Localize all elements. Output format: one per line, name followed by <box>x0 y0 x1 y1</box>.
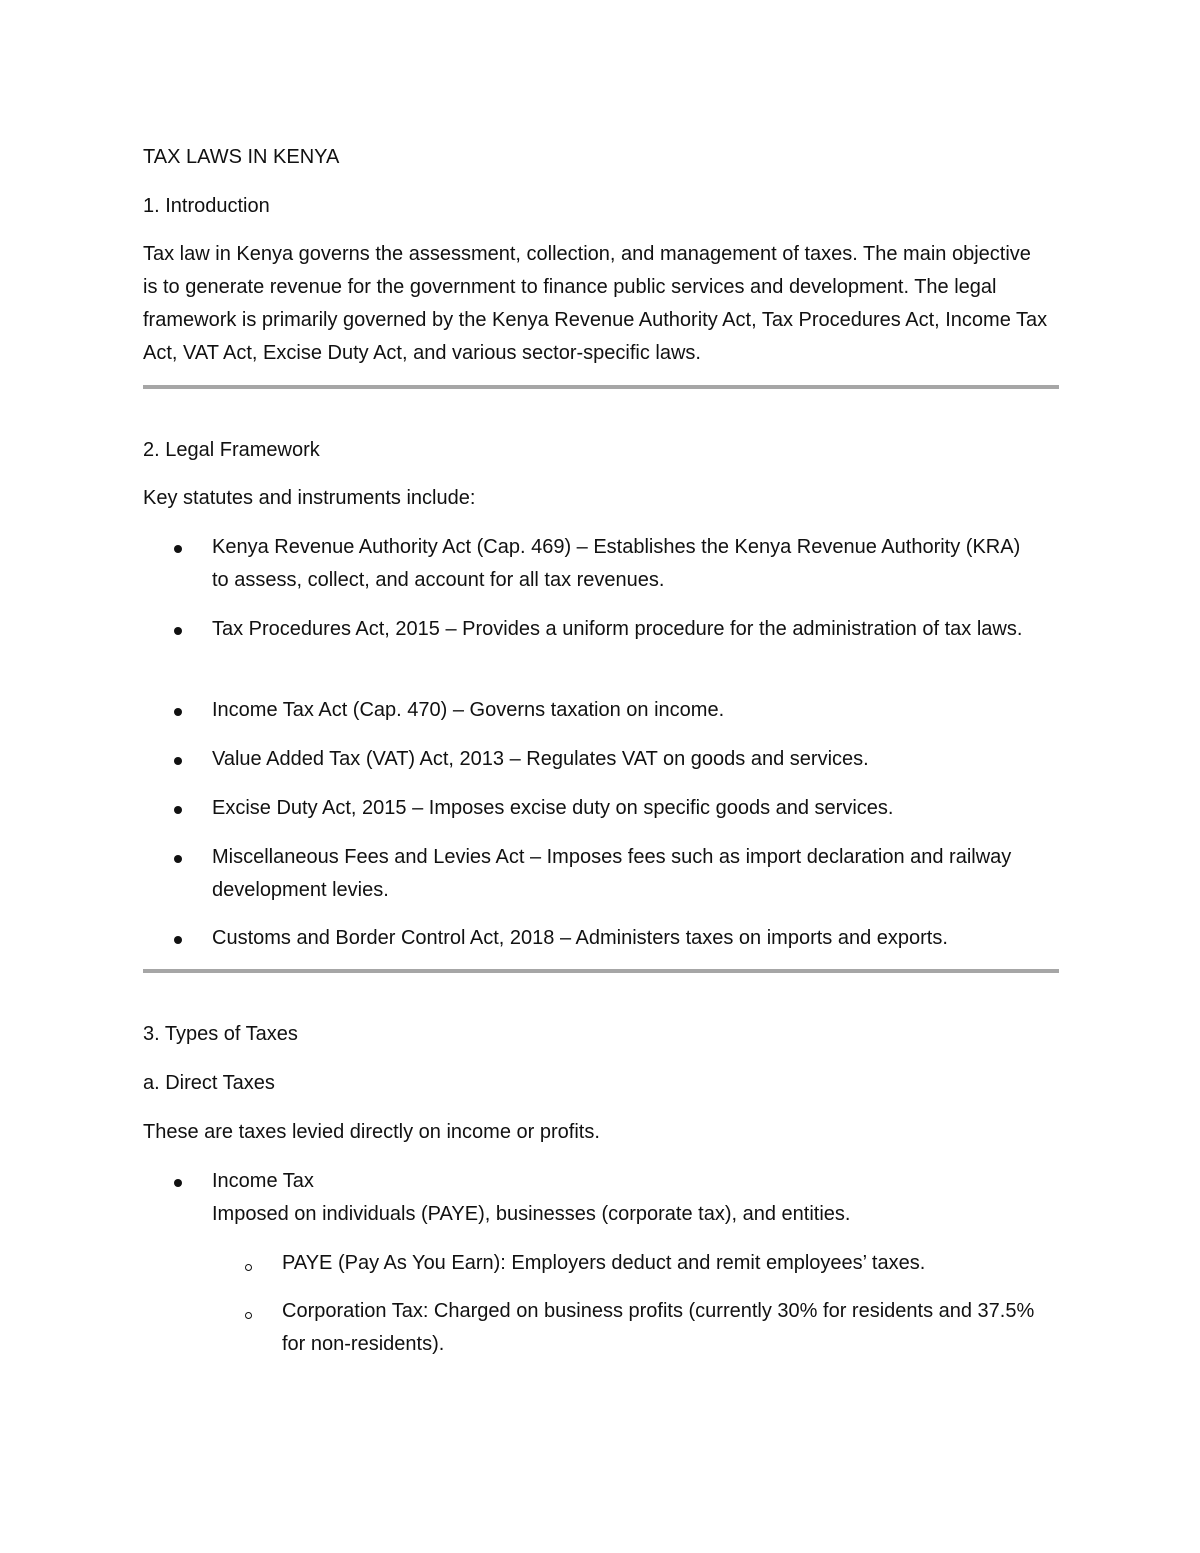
section-divider <box>143 969 1059 973</box>
income-tax-description: Imposed on individuals (PAYE), businesses (corporate tax), and entities. <box>212 1203 851 1225</box>
list-item <box>143 841 1063 907</box>
sub-list-item-text: Corporation Tax: Charged on business profits (currently 30% for residents and 37.5% for non-residents). <box>282 1300 1035 1355</box>
list-item <box>143 792 1063 825</box>
subsection-heading-direct-taxes: a. Direct Taxes <box>143 1072 275 1094</box>
bullet-icon <box>174 855 182 863</box>
list-item-text: Value Added Tax (VAT) Act, 2013 – Regulates VAT on goods and services. <box>212 748 869 770</box>
bullet-icon <box>174 627 182 635</box>
bullet-icon <box>174 545 182 553</box>
income-tax-title: Income Tax <box>212 1170 314 1192</box>
list-item <box>143 1165 1063 1231</box>
bullet-icon <box>174 806 182 814</box>
list-item <box>143 694 1063 727</box>
list-item-text: Miscellaneous Fees and Levies Act – Imposes fees such as import declaration and railway development levies. <box>212 846 1012 901</box>
list-item <box>143 743 1063 776</box>
list-item <box>143 922 1063 955</box>
hollow-bullet-icon <box>245 1312 252 1319</box>
section-heading-types-of-taxes: 3. Types of Taxes <box>143 1023 298 1045</box>
list-item <box>143 531 1063 597</box>
bullet-icon <box>174 1179 182 1187</box>
section-divider <box>143 385 1059 389</box>
sub-list-item-text: PAYE (Pay As You Earn): Employers deduct and remit employees’ taxes. <box>282 1252 926 1274</box>
legal-framework-lead: Key statutes and instruments include: <box>143 487 476 509</box>
list-item-text: Income Tax Act (Cap. 470) – Governs taxation on income. <box>212 699 725 721</box>
list-item-text: Customs and Border Control Act, 2018 – Administers taxes on imports and exports. <box>212 927 948 949</box>
bullet-icon <box>174 936 182 944</box>
bullet-icon <box>174 757 182 765</box>
sub-list-item <box>143 1247 1063 1280</box>
document-title: TAX LAWS IN KENYA <box>143 146 340 168</box>
list-item-text: Tax Procedures Act, 2015 – Provides a uniform procedure for the administration of tax laws. <box>212 618 1023 640</box>
list-item <box>143 613 1063 646</box>
list-item-text: Excise Duty Act, 2015 – Imposes excise duty on specific goods and services. <box>212 797 894 819</box>
direct-taxes-lead: These are taxes levied directly on income or profits. <box>143 1121 600 1143</box>
bullet-icon <box>174 708 182 716</box>
introduction-paragraph: Tax law in Kenya governs the assessment, collection, and management of taxes. The main objective is to generate revenue for the government to finance public services and development. The legal framework is primarily governed by the Kenya Revenue Authority Act, Tax Procedures Act, Income Tax Act, VAT Act, Excise Duty Act, and various sector-specific laws. <box>143 243 1048 364</box>
hollow-bullet-icon <box>245 1264 252 1271</box>
section-heading-legal-framework: 2. Legal Framework <box>143 439 320 461</box>
section-heading-introduction: 1. Introduction <box>143 195 270 217</box>
list-item-text: Kenya Revenue Authority Act (Cap. 469) – Establishes the Kenya Revenue Authority (KRA) to assess, collect, and account for all tax revenues. <box>212 536 1021 591</box>
sub-list-item <box>143 1295 1063 1361</box>
